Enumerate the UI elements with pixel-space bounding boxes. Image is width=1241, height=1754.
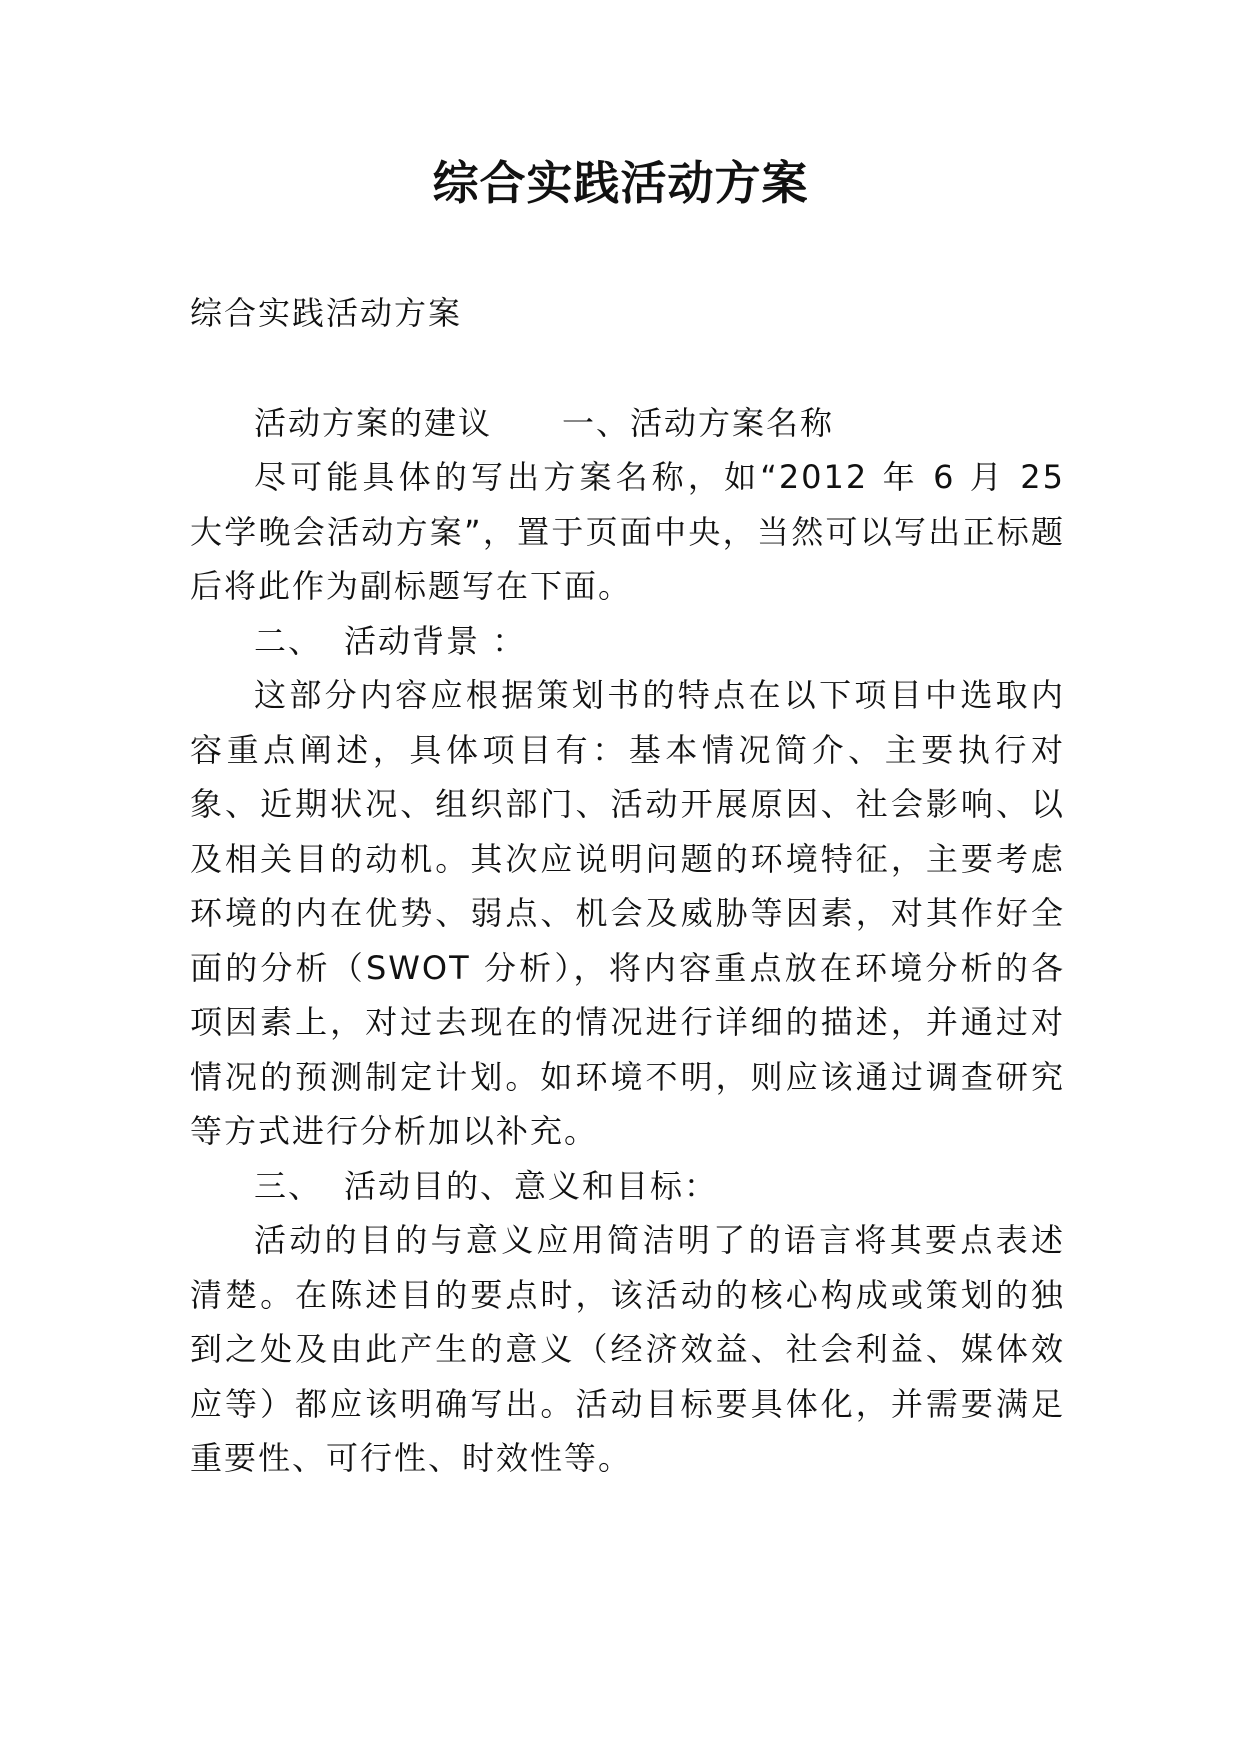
suggestion-label: 活动方案的建议 [254, 403, 493, 442]
section-heading-2 [190, 614, 1065, 669]
section-title: 活动背景 ： [344, 621, 527, 660]
section-number: 二、 [254, 621, 323, 660]
paragraph-background: 这部分内容应根据策划书的特点在以下项目中选取内容重点阐述，具体项目有：基本情况简介、主要执行对象、近期状况、组织部门、活动开展原因、社会影响、以及相关目的动机。其次应说明问题的环境特征，主要考虑环境的内在优势、弱点、机会及威胁等因素，对其作好全面的分析（SWOT 分析），将内容重点放在环境分析的各项因素上，对过去现在的情况进行详细的描述，并通过对情况的预测制定计划。如环境不明，则应该通过调查研究等方式进行分析加以补充。 [190, 676, 1065, 1150]
paragraph-purpose: 活动的目的与意义应用简洁明了的语言将其要点表述清楚。在陈述目的要点时，该活动的核心构成或策划的独到之处及由此产生的意义（经济效益、社会利益、媒体效应等）都应该明确写出。活动目标要具体化，并需要满足重要性、可行性、时效性等。 [190, 1221, 1065, 1477]
document-title: 综合实践活动方案 [432, 156, 809, 210]
document-subtitle: 综合实践活动方案 [190, 294, 463, 332]
section-number: 三、 [254, 1166, 323, 1205]
document-body [190, 286, 1065, 1486]
section-title: 活动目的、意义和目标： [344, 1166, 719, 1205]
section-heading-3 [190, 1159, 1065, 1214]
section-heading-1: 一、活动方案名称 [562, 403, 835, 442]
paragraph-name-guidance: 尽可能具体的写出方案名称，如“2012 年 6 月 25 大学晚会活动方案”，置于页面中央，当然可以写出正标题后将此作为副标题写在下面。 [190, 458, 1065, 605]
paragraph-suggestion [190, 396, 1065, 451]
